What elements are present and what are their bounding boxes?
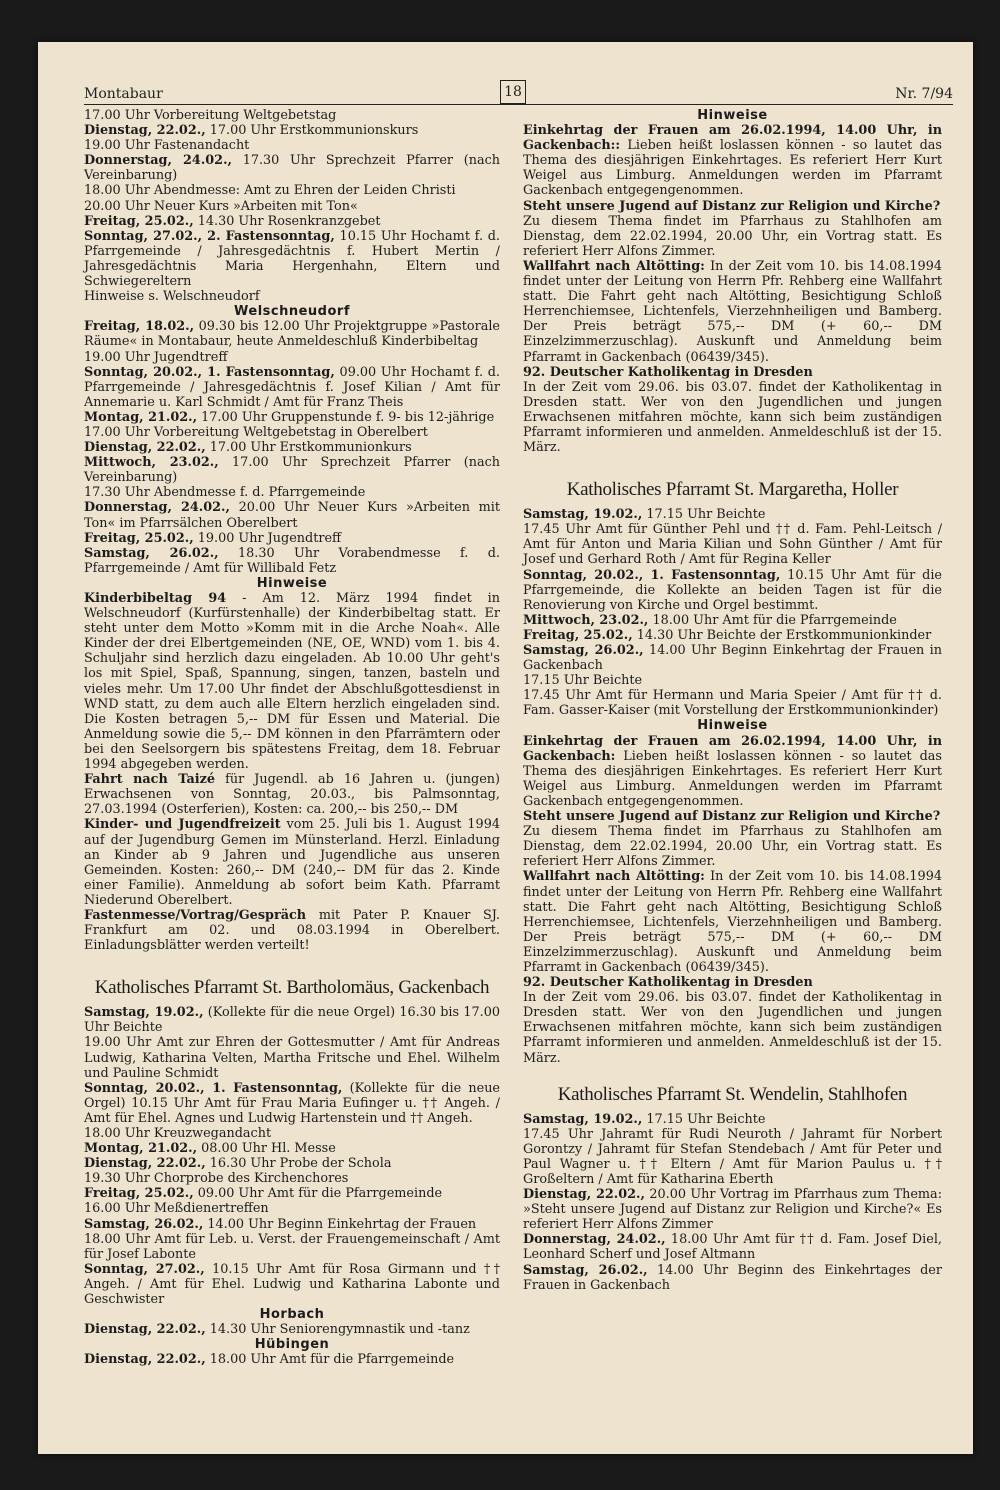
entry-text: 08.00 Uhr Hl. Messe [197,1141,336,1157]
entry-text: 17.00 Uhr Erstkommunionskurs [205,123,419,139]
entry-date: Fahrt nach Taizé [84,772,216,788]
entry-date: 92. Deutscher Katholikentag in Dresden [523,975,813,991]
schedule-entry [84,153,500,183]
entry-text: 14.00 Uhr Beginn Einkehrtag der Frauen [203,1216,477,1232]
entry-date: Samstag, 19.02., [523,1111,643,1127]
schedule-entry [84,1156,500,1171]
entry-text: 14.00 Uhr Beginn Einkehrtag der Frauen in Gackenbach [523,643,942,674]
entry-date: 92. Deutscher Katholikentag in Dresden [523,364,813,380]
schedule-entry [523,1127,942,1187]
entry-date: Sonntag, 20.02., 1. Fastensonntag, [84,364,335,380]
schedule-entry [84,908,500,953]
schedule-entry [84,772,500,817]
schedule-entry [84,1005,500,1035]
section-heading: Hinweise [697,108,768,123]
entry-date: Dienstag, 22.02., [84,1322,206,1338]
entry-text: 17.15 Uhr Beichte [523,673,643,689]
entry-date: Dienstag, 22.02., [84,123,206,139]
schedule-entry [523,199,942,214]
entry-text: 17.30 Uhr Abendmesse f. d. Pfarrgemeinde [84,485,366,501]
entry-text: 19.00 Uhr Fastenandacht [84,138,250,154]
entry-date: Sonntag, 20.02., 1. Fastensonntag, [84,1080,343,1096]
entry-date: Donnerstag, 24.02., [523,1232,666,1248]
entry-text: 17.00 Uhr Sprechzeit Pfarrer (nach Vereinbarung) [84,455,501,486]
entry-date: Sonntag, 27.02., [84,1261,205,1277]
entry-date: Kinder- und Jugendfreizeit [84,817,281,833]
entry-text: 14.30 Uhr Rosenkranzgebet [193,213,381,229]
schedule-entry [523,1263,942,1293]
entry-date: Steht unsere Jugend auf Distanz zur Religion und Kirche? [523,809,941,825]
schedule-entry [84,410,500,425]
schedule-entry [523,259,942,365]
entry-date: Kinderbibeltag 94 [84,591,227,606]
schedule-entry [84,500,500,530]
schedule-entry [84,214,500,229]
parish-title: Katholisches Pfarramt St. Bartholomäus, Gackenbach [94,977,490,999]
entry-text: 20.00 Uhr Neuer Kurs »Arbeiten mit Ton« im Pfarrsälchen Oberelbert [84,500,500,531]
entry-text: 09.30 bis 12.00 Uhr Projektgruppe »Pastorale Räume« in Montabaur, heute Anmeldeschluß Kinderbibeltag [84,319,500,350]
schedule-entry [84,817,500,908]
entry-date: Montag, 21.02., [84,409,198,425]
entry-text: 19.00 Uhr Jugendtreff [193,530,342,546]
schedule-entry [84,591,500,772]
page-number: 18 [500,80,526,104]
entry-text: 14.30 Uhr Beichte der Erstkommunionkinder [632,627,932,643]
schedule-entry [523,673,942,688]
schedule-entry [84,1217,500,1232]
schedule-entry [523,809,942,824]
entry-date: Freitag, 25.02., [523,627,633,643]
entry-text: 18.00 Uhr Abendmesse: Amt zu Ehren der Leiden Christi [84,183,456,199]
entry-date: Wallfahrt nach Altötting: [523,258,705,274]
entry-date: Dienstag, 22.02., [84,1156,206,1172]
section-heading: Hübingen [254,1337,330,1353]
entry-date: Freitag, 25.02., [84,1186,194,1202]
schedule-entry [84,229,500,289]
schedule-entry [523,365,942,380]
newspaper-page [38,42,973,1454]
entry-date: Sonntag, 20.02., 1. Fastensonntag, [523,567,781,583]
schedule-entry [84,183,500,198]
entry-date: Dienstag, 22.02., [523,1187,645,1203]
entry-text: Hinweise s. Welschneudorf [84,289,260,305]
schedule-entry [84,365,500,410]
entry-date: Samstag, 26.02., [523,1262,648,1278]
entry-text: 09.00 Uhr Amt für die Pfarrgemeinde [193,1186,443,1202]
schedule-entry [84,440,500,455]
schedule-entry [84,350,500,365]
entry-date: Fastenmesse/Vortrag/Gespräch [84,907,307,923]
left-column [84,108,500,1368]
schedule-entry [523,643,942,673]
entry-text: vom 25. Juli bis 1. August 1994 auf der Jugendburg Gemen im Münsterland. Herzl. Einladung an Kinder ab 9 Jahren und Jugendliche aus unseren Gemeinden. Kosten: 260,-- DM (240,-- DM für das 2. Kinde einer Familie). Anmeldung ab sofort beim Kath. Pfarramt Niederund Oberelbert. [84,817,500,908]
entry-text: 17.15 Uhr Beichte [642,507,766,523]
entry-date: Sonntag, 27.02., 2. Fastensonntag, [84,228,335,244]
entry-text: 16.00 Uhr Meßdienertreffen [84,1201,269,1217]
entry-text: 14.30 Uhr Seniorengymnastik und -tanz [205,1322,470,1338]
entry-text: für Jugendl. ab 16 Jahren u. (jungen) Erwachsenen von Sonntag, 20.03., bis Palmsonntag, 27.03.1994 (Osterferien), Kosten: ca. 200,-- bis 250,-- DM [84,772,500,818]
schedule-entry [84,123,500,138]
entry-date: Samstag, 26.02., [84,1216,204,1232]
schedule-entry [523,214,942,259]
schedule-entry [84,138,500,153]
section-heading: Horbach [259,1307,325,1323]
entry-text: 14.00 Uhr Beginn des Einkehrtages der Frauen in Gackenbach [523,1262,942,1293]
entry-text: 18.00 Uhr Amt für die Pfarrgemeinde [205,1352,455,1368]
section-heading: Welschneudorf [234,304,350,320]
entry-text: mit Pater P. Knauer SJ. Frankfurt am 02. und 08.03.1994 in Oberelbert. Einladungsblätter werden verteilt! [84,907,500,954]
entry-date: Einkehrtag der Frauen am 26.02.1994, 14.00 Uhr, in Gackenbach:: [523,123,942,154]
entry-date: Samstag, 19.02., [84,1005,204,1021]
entry-date: Donnerstag, 24.02., [84,153,232,169]
entry-text: 17.45 Uhr Amt für Hermann und Maria Speier / Amt für †† d. Fam. Gasser-Kaiser (mit Vorstellung der Erstkommunionkinder) [523,688,942,719]
schedule-entry [84,199,500,214]
entry-date: Donnerstag, 24.02., [84,500,230,516]
entry-text: In der Zeit vom 29.06. bis 03.07. findet der Katholikentag in Dresden statt. Wer von den Jugendlichen und jungen Erwachsenen mitfahren möchte, kann sich beim zuständigen Pfarramt informieren und anmelden. Anmeldeschluß ist der 15. März. [523,990,942,1066]
schedule-entry [523,568,942,613]
entry-date: Samstag, 19.02., [523,507,643,523]
schedule-entry [84,485,500,500]
schedule-entry [84,546,500,576]
schedule-entry [523,613,942,628]
schedule-entry [523,824,942,869]
entry-date: Montag, 21.02., [84,1141,198,1157]
entry-text: 17.00 Uhr Erstkommunionkurs [205,440,412,456]
schedule-entry [523,990,942,1065]
entry-text: 18.00 Uhr Amt für die Pfarrgemeinde [648,612,897,628]
entry-text: 18.00 Uhr Kreuzwegandacht [84,1126,272,1141]
schedule-entry [523,123,942,198]
schedule-entry [84,289,500,304]
entry-text: 19.30 Uhr Chorprobe des Kirchenchores [84,1171,349,1187]
entry-text: (Kollekte für die neue Orgel) 10.15 Uhr Amt für Frau Maria Eufinger u. †† Angeh. / Amt für Ehel. Agnes und Ludwig Hartenstein und †† Angeh. [84,1080,501,1126]
schedule-entry [84,319,500,349]
entry-text: 20.00 Uhr Vortrag im Pfarrhaus zum Thema: »Steht unsere Jugend auf Distanz zur Religion und Kirche?« Es referiert Herr Alfons Zimmer [523,1187,942,1233]
schedule-entry [523,628,942,643]
entry-text: 10.15 Uhr Hochamt f. d. Pfarrgemeinde / Jahresgedächtnis f. Hubert Mertin / Jahresgedächtnis Maria Hergenhahn, Eltern und Schwiegereltern [84,228,500,290]
entry-text: 18.00 Uhr Amt für †† d. Fam. Josef Diel, Leonhard Scherf und Josef Altmann [523,1232,943,1263]
entry-text: 10.15 Uhr Amt für die Pfarrgemeinde, die Kollekte an beiden Tagen ist für die Renovierung von Kirche und Orgel bestimmt. [523,567,943,613]
header-rule [84,104,953,105]
entry-date: Samstag, 26.02., [84,545,219,561]
entry-text: Lieben heißt loslassen können - so lautet das Thema des diesjährigen Einkehrtages. Es referiert Herr Kurt Weigel aus Limburg. Anmeldungen werden im Pfarramt Gackenbach entgegengenommen. [523,138,942,199]
schedule-entry [84,1035,500,1080]
schedule-entry [84,1081,500,1126]
entry-text: 17.45 Uhr Jahramt für Rudi Neuroth / Jahramt für Norbert Gorontzy / Jahramt für Stefan Stendebach / Amt für Peter und Paul Wagner u. †† Eltern / Amt für Marion Paulus u. †† Großeltern / Amt für Katharina Eberth [523,1126,942,1187]
entry-text: 19.00 Uhr Amt zur Ehren der Gottesmutter / Amt für Andreas Ludwig, Katharina Velten, Martha Fritsche und Ehel. Wilhelm und Pauline Schmidt [84,1035,500,1081]
entry-date: Freitag, 25.02., [84,530,194,546]
schedule-entry [84,1352,500,1367]
entry-text: 09.00 Uhr Hochamt f. d. Pfarrgemeinde / Jahresgedächtnis f. Josef Kilian / Amt für Annemarie u. Karl Schmidt / Amt für Franz Theis [84,364,500,410]
entry-text: In der Zeit vom 29.06. bis 03.07. findet der Katholikentag in Dresden statt. Wer von den Jugendlichen und jungen Erwachsenen mitfahren möchte, kann sich beim zuständigen Pfarramt informieren und anmelden. Anmeldeschluß ist der 15. März. [523,379,942,456]
entry-date: Dienstag, 22.02., [84,1352,206,1368]
issue-number: Nr. 7/94 [895,86,953,102]
entry-text: In der Zeit vom 10. bis 14.08.1994 findet unter der Leitung von Herrn Pfr. Rehberg eine Wallfahrt statt. Die Fahrt geht nach Altötting, Besichtigung Schloß Herrenchiemsee, Lichtenfels, Vierzehnheiligen und Bamberg. Der Preis beträgt 575,-- DM (+ 60,-- DM Einzelzimmerzuschlag). Auskunft und Anmeldung beim Pfarramt in Gackenbach (06439/345). [523,258,942,365]
section-heading: Hinweise [697,718,768,734]
entry-text: In der Zeit vom 10. bis 14.08.1994 findet unter der Leitung von Herrn Pfr. Rehberg eine Wallfahrt statt. Die Fahrt geht nach Altötting, Besichtigung Schloß Herrenchiemsee, Lichtenfels, Vierzehnheiligen und Bamberg. Der Preis beträgt 575,-- DM (+ 60,-- DM Einzelzimmerzuschlag). Auskunft und Anmeldung beim Pfarramt in Gackenbach (06439/345). [523,869,942,975]
schedule-entry [523,380,942,455]
entry-text: Lieben heißt loslassen können - so lautet das Thema des diesjährigen Einkehrtages. Es referiert Herr Kurt Weigel aus Limburg. Anmeldungen werden im Pfarramt Gackenbach entgegengenommen. [523,748,942,809]
entry-text: 17.00 Uhr Vorbereitung Weltgebetstag in Oberelbert [84,424,428,440]
entry-text: 20.00 Uhr Neuer Kurs »Arbeiten mit Ton« [84,198,358,214]
schedule-entry [84,1201,500,1216]
schedule-entry [84,108,500,123]
entry-text: 17.15 Uhr Beichte [642,1111,766,1127]
entry-date: Wallfahrt nach Altötting: [523,869,705,885]
entry-date: Steht unsere Jugend auf Distanz zur Religion und Kirche? [523,198,941,214]
entry-text: 19.00 Uhr Jugendtreff [84,349,228,365]
right-column [523,108,942,1293]
parish-title: Katholisches Pfarramt St. Wendelin, Stahlhofen [557,1083,908,1105]
entry-text: Zu diesem Thema findet im Pfarrhaus zu Stahlhofen am Dienstag, dem 22.02.1994, 20.00 Uhr, ein Vortrag statt. Es referiert Herr Alfons Zimmer. [523,824,942,870]
entry-text: 17.00 Uhr Gruppenstunde f. 9- bis 12-jährige [197,409,495,425]
schedule-entry [523,507,942,522]
entry-text: 17.45 Uhr Amt für Günther Pehl und †† d. Fam. Pehl-Leitsch / Amt für Anton und Maria Kilian und Sohn Günther / Amt für Josef und Gerhard Roth / Amt für Regina Keller [523,522,942,568]
header-town: Montabaur [84,86,163,102]
section-heading: Hinweise [256,575,328,591]
schedule-entry [84,1171,500,1186]
entry-text: 17.00 Uhr Vorbereitung Weltgebetstag [84,108,337,123]
schedule-entry [523,1187,942,1232]
schedule-entry [84,531,500,546]
entry-text: 18.30 Uhr Vorabendmesse f. d. Pfarrgemeinde / Amt für Willibald Fetz [84,545,500,576]
entry-text: Zu diesem Thema findet im Pfarrhaus zu Stahlhofen am Dienstag, dem 22.02.1994, 20.00 Uhr, ein Vortrag statt. Es referiert Herr Alfons Zimmer. [523,213,942,259]
entry-text: 17.30 Uhr Sprechzeit Pfarrer (nach Vereinbarung) [84,153,500,184]
entry-text: (Kollekte für die neue Orgel) 16.30 bis 17.00 Uhr Beichte [84,1005,500,1036]
schedule-entry [84,455,500,485]
schedule-entry [84,1141,500,1156]
schedule-entry [84,1262,500,1307]
schedule-entry [523,1112,942,1127]
entry-date: Einkehrtag der Frauen am 26.02.1994, 14.00 Uhr, in Gackenbach: [523,733,942,764]
entry-date: Dienstag, 22.02., [84,440,206,456]
schedule-entry [523,1232,942,1262]
entry-text: - Am 12. März 1994 findet in Welschneudorf (Kurfürstenhalle) der Kinderbibeltag statt. Er steht unter dem Motto »Komm mit in die Arche Noah«. Alle Kinder der drei Elbertgemeinden (NE, OE, WND) vom 1. bis 4. Schuljahr sind herzlich dazu eingeladen. Ab 10.00 Uhr geht's los mit Spiel, Spaß, Spannung, singen, tanzen, basteln und vieles mehr. Um 17.00 Uhr findet der Abschlußgottesdienst in WND statt, zu dem auch alle Eltern herzlich eingeladen sind. Die Kosten betragen 5,-- DM für Essen und Material. Die Anmeldung sowie die 5,-- DM können in den Pfarrämtern oder bei den Seelsorgern bis spätestens Freitag, dem 18. Februar 1994 abgegeben werden. [84,591,500,773]
schedule-entry [84,1322,500,1337]
schedule-entry [84,1232,500,1262]
schedule-entry [84,1186,500,1201]
schedule-entry [523,688,942,718]
parish-title: Katholisches Pfarramt St. Margaretha, Holler [566,479,899,501]
schedule-entry [523,734,942,809]
entry-date: Mittwoch, 23.02., [523,612,649,628]
entry-text: 10.15 Uhr Amt für Rosa Girmann und †† Angeh. / Amt für Ehel. Ludwig und Katharina Labonte und Geschwister [84,1261,501,1308]
entry-date: Samstag, 26.02., [523,643,644,658]
entry-text: 18.00 Uhr Amt für Leb. u. Verst. der Frauengemeinschaft / Amt für Josef Labonte [84,1231,500,1262]
schedule-entry [84,425,500,440]
schedule-entry [523,869,942,975]
schedule-entry [84,1126,500,1141]
entry-text: 16.30 Uhr Probe der Schola [205,1156,392,1172]
entry-date: Freitag, 18.02., [84,319,195,335]
schedule-entry [523,522,942,567]
schedule-entry [523,975,942,990]
entry-date: Mittwoch, 23.02., [84,455,219,471]
entry-date: Freitag, 25.02., [84,213,194,229]
